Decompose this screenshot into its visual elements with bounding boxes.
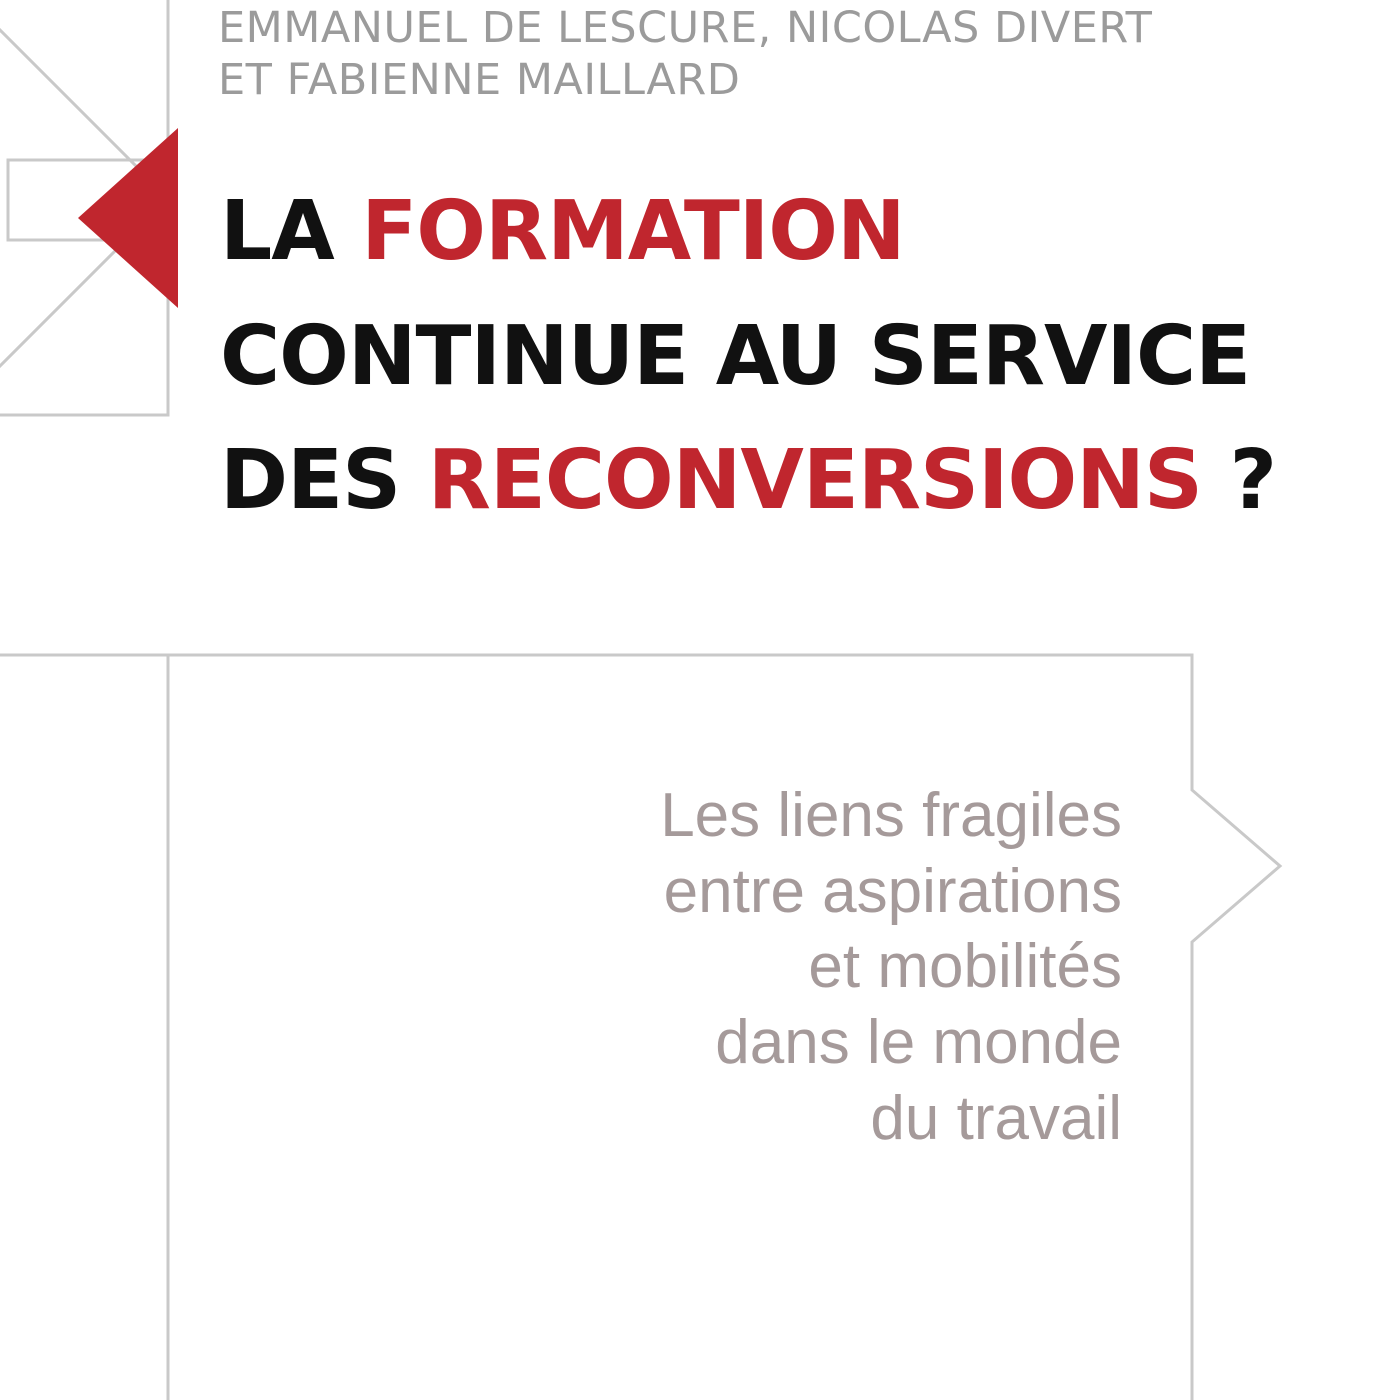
title-line-3-part-2: RECONVERSIONS: [427, 433, 1202, 529]
title-line-2-text: CONTINUE AU SERVICE: [220, 308, 1251, 404]
title-line-1-part-2: FORMATION: [361, 184, 905, 279]
title-line-3: [220, 419, 1380, 544]
title-line-2: [220, 295, 1380, 420]
authors-line-2: ET FABIENNE MAILLARD: [218, 55, 741, 106]
title-line-1-part-1: LA: [220, 184, 362, 279]
chevron-edge-bottom: [0, 198, 168, 426]
title-line-3-part-1: DES: [220, 433, 428, 529]
subtitle-line-2: entre aspirations: [663, 856, 1122, 926]
chevron-edge-top: [0, 0, 168, 198]
page-title: [220, 170, 1380, 544]
subtitle-line-1: Les liens fragiles: [660, 781, 1122, 850]
subtitle: [422, 778, 1122, 1156]
chevron-outline-upper: [0, 0, 168, 415]
authors-line-1: EMMANUEL DE LESCURE, NICOLAS DIVERT: [218, 3, 1153, 53]
authors: [218, 2, 1328, 107]
title-line-3-part-3: ?: [1201, 433, 1277, 529]
subtitle-line-4: dans le monde: [715, 1007, 1122, 1077]
subtitle-line-3: et mobilités: [808, 932, 1122, 1002]
subtitle-line-5: du travail: [870, 1083, 1122, 1153]
red-triangle-marker: [78, 128, 178, 308]
title-line-1: [220, 170, 1380, 295]
